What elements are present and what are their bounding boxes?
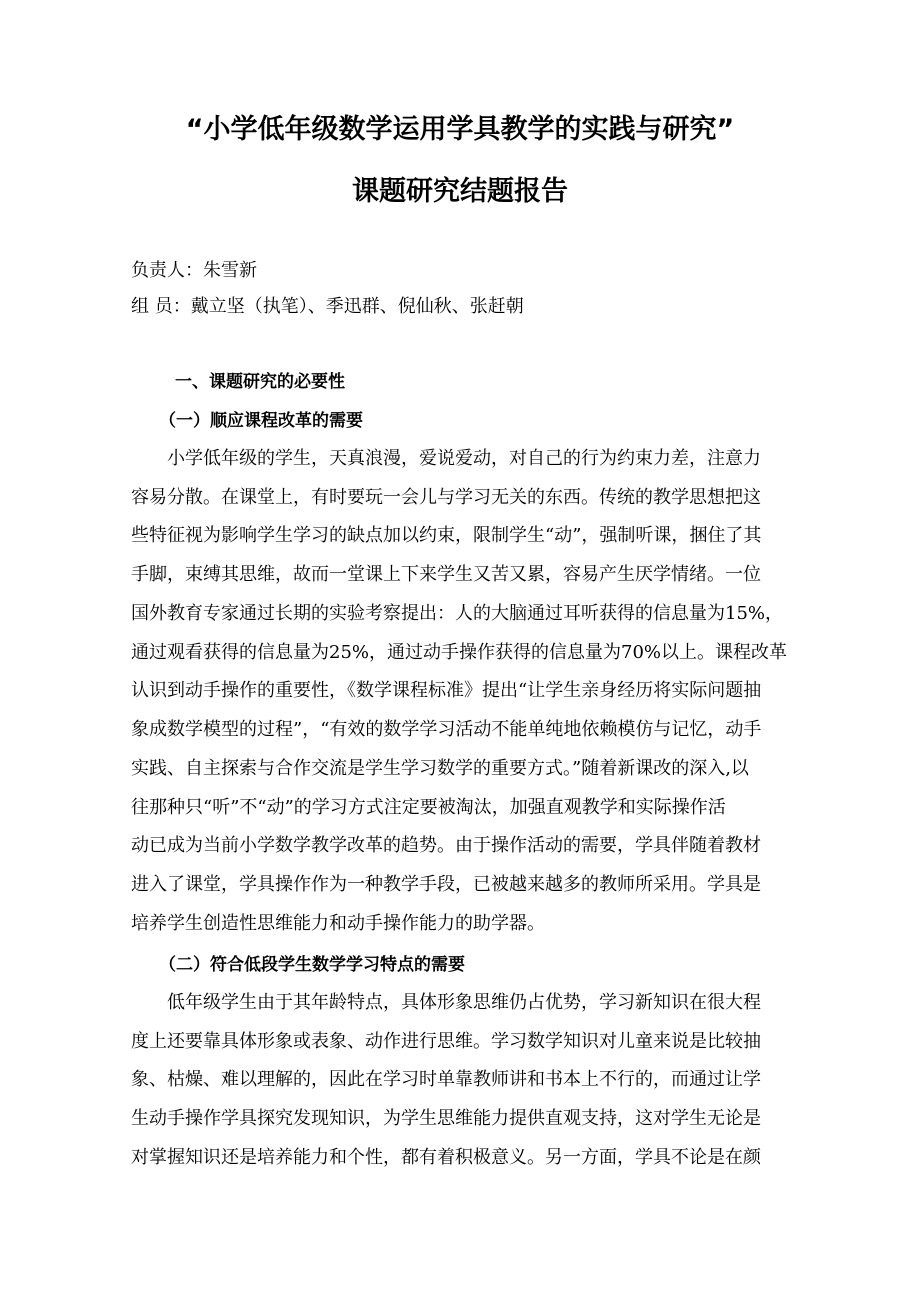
subsection-2-heading: （二）符合低段学生数学学习特点的需要 [159, 955, 465, 975]
paragraph-1-line: 容易分散。在课堂上，有时要玩一会儿与学习无关的东西。传统的教学思想把这 [131, 487, 761, 508]
paragraph-1-line: 国外教育专家通过长期的实验考察提出：人的大脑通过耳听获得的信息量为15%， [131, 603, 784, 624]
paragraph-2-line: 对掌握知识还是培养能力和个性，都有着积极意义。另一方面，学具不论是在颜 [131, 1147, 761, 1168]
paragraph-2-line: 低年级学生由于其年龄特点，具体形象思维仍占优势，学习新知识在很大程 [131, 992, 761, 1013]
paragraph-2-line: 象、枯燥、难以理解的，因此在学习时单靠教师讲和书本上不行的，而通过让学 [131, 1069, 761, 1090]
project-members: 组 员：戴立坚（执笔）、季迅群、倪仙秋、张赶朝 [131, 296, 524, 317]
paragraph-1-line: 进入了课堂，学具操作作为一种教学手段，已被越来越多的教师所采用。学具是 [131, 874, 761, 895]
paragraph-2-line: 度上还要靠具体形象或表象、动作进行思维。学习数学知识对儿童来说是比较抽 [131, 1031, 761, 1052]
report-title-line-1: “小学低年级数学运用学具教学的实践与研究” [185, 114, 735, 145]
section-1-heading: 一、课题研究的必要性 [175, 372, 345, 392]
paragraph-1-line: 手脚，束缚其思维，故而一堂课上下来学生又苦又累，容易产生厌学情绪。一位 [131, 564, 761, 585]
paragraph-1-line: 认识到动手操作的重要性，《数学课程标准》提出“让学生亲身经历将实际问题抽 [131, 680, 762, 701]
subsection-1-heading: （一）顺应课程改革的需要 [159, 411, 363, 431]
project-leader: 负责人：朱雪新 [131, 260, 257, 281]
paragraph-1-line: 象成数学模型的过程”，“有效的数学学习活动不能单纯地依赖模仿与记忆，动手 [131, 719, 762, 740]
paragraph-1-line: 小学低年级的学生，天真浪漫，爱说爱动，对自己的行为约束力差，注意力 [131, 448, 761, 469]
paragraph-1-line: 培养学生创造性思维能力和动手操作能力的助学器。 [131, 913, 545, 934]
paragraph-1-line: 实践、自主探索与合作交流是学生学习数学的重要方式。”随着新课改的深入,以 [131, 758, 749, 779]
paragraph-2-line: 生动手操作学具探究发现知识，为学生思维能力提供直观支持，这对学生无论是 [131, 1108, 761, 1129]
paragraph-1-line: 往那种只“听”不“动”的学习方式注定要被淘汰，加强直观教学和实际操作活 [131, 797, 726, 818]
paragraph-1-line: 通过观看获得的信息量为25%，通过动手操作获得的信息量为70%以上。课程改革 [131, 642, 788, 663]
report-title-line-2: 课题研究结题报告 [352, 176, 568, 207]
paragraph-1-line: 些特征视为影响学生学习的缺点加以约束，限制学生“动”，强制听课，捆住了其 [131, 525, 762, 546]
paragraph-1-line: 动已成为当前小学数学教学改革的趋势。由于操作活动的需要，学具伴随着教材 [131, 835, 761, 856]
